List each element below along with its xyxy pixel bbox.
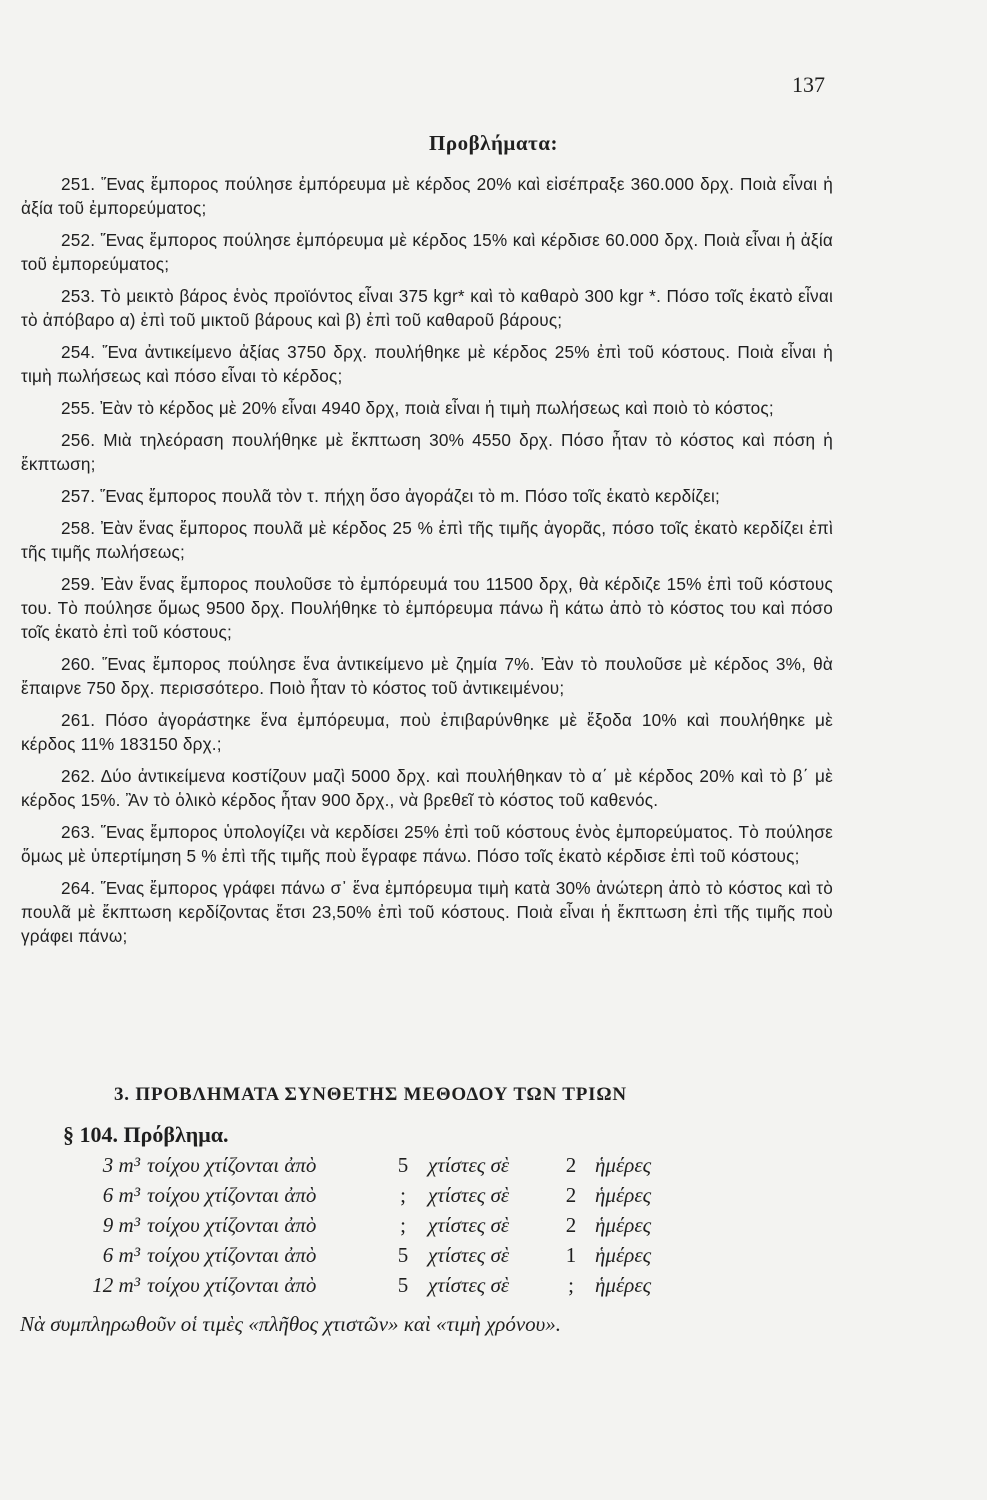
builders-text-cell: χτίστες σὲ [428, 1213, 510, 1237]
builders-text-cell: χτίστες σὲ [428, 1183, 510, 1207]
problem-262: 262. Δύο ἀντικείμενα κοστίζουν μαζὶ 5000 δρχ. καὶ πουλήθηκαν τὸ α΄ μὲ κέρδος 20% καὶ τὸ β΄ μὲ κέρδος 15%. Ἂν τὸ ὁλικὸ κέρδος ἦταν 900 δρχ., νὰ βρεθεῖ τὸ κόστος τοῦ καθενός. [21, 766, 833, 810]
builders-text-cell: χτίστες σὲ [428, 1273, 510, 1297]
wall-text-cell: τοίχου χτίζονται ἀπὸ [147, 1243, 317, 1267]
problem-259: 259. Ἐὰν ἕνας ἔμπορος πουλοῦσε τὸ ἐμπόρευμά του 11500 δρχ, θὰ κέρδιζε 15% ἐπὶ τοῦ κόστους του. Τὸ πούλησε ὅμως 9500 δρχ. Πουλήθηκε τὸ ἐμπόρευμα πάνω ἢ κάτω ἀπὸ τὸ κόστος του καὶ πόσο τοῖς ἑκατὸ ἐπὶ τοῦ κόστους; [21, 574, 833, 642]
section-heading: 3. ΠΡΟΒΛΗΜΑΤΑ ΣΥΝΘΕΤΗΣ ΜΕΘΟΔΟΥ ΤΩΝ ΤΡΙΩΝ [114, 1084, 627, 1105]
builders-text-cell: χτίστες σὲ [428, 1153, 510, 1177]
wall-text-cell: τοίχου χτίζονται ἀπὸ [147, 1213, 317, 1237]
problem-264: 264. Ἕνας ἔμπορος γράφει πάνω σ᾽ ἕνα ἐμπόρευμα τιμὴ κατὰ 30% ἀνώτερη ἀπὸ τὸ κόστος καὶ τὸ πουλᾶ μὲ ἔκπτωση κερδίζοντας ἔτσι 23,50% ἐπὶ τοῦ κόστους. Ποιὰ εἶναι ἡ ἔκπτωση ἐπὶ τῆς τιμῆς ποὺ γράφει πάνω; [21, 878, 833, 946]
days-value-cell: 2 [565, 1153, 577, 1177]
quantity-cell: 6 m³ [102, 1183, 140, 1207]
builders-value-cell: ; [400, 1183, 406, 1207]
problem-252: 252. Ἕνας ἔμπορος πούλησε ἐμπόρευμα μὲ κέρδος 15% καὶ κέρδισε 60.000 δρχ. Ποιὰ εἶναι ἡ ἀξία τοῦ ἐμπορεύματος; [21, 230, 833, 274]
wall-text-cell: τοίχου χτίζονται ἀπὸ [147, 1183, 317, 1207]
instruction-line: Νὰ συμπληρωθοῦν οἱ τιμὲς «πλῆθος χτιστῶν» καὶ «τιμὴ χρόνου». [20, 1312, 562, 1336]
builders-value-cell: 5 [397, 1153, 409, 1177]
problem-263: 263. Ἕνας ἔμπορος ὑπολογίζει νὰ κερδίσει 25% ἐπὶ τοῦ κόστους ἑνὸς ἐμπορεύματος. Τὸ πούλησε ὅμως μὲ ὑπερτίμηση 5 % ἐπὶ τῆς τιμῆς ποὺ ἔγραφε πάνω. Πόσο τοῖς ἑκατὸ κέρδισε ἐπὶ τοῦ κόστους; [21, 822, 833, 866]
problem-256: 256. Μιὰ τηλεόραση πουλήθηκε μὲ ἔκπτωση 30% 4550 δρχ. Πόσο ἦταν τὸ κόστος καὶ πόση ἡ ἔκπτωση; [21, 430, 833, 474]
wall-text-cell: τοίχου χτίζονται ἀπὸ [147, 1273, 317, 1297]
days-text-cell: ἡμέρες [595, 1243, 652, 1267]
quantity-cell: 3 m³ [102, 1153, 140, 1177]
builders-value-cell: 5 [397, 1243, 409, 1267]
table-row [0, 1213, 987, 1243]
problem-255: 255. Ἐὰν τὸ κέρδος μὲ 20% εἶναι 4940 δρχ, ποιὰ εἶναι ἡ τιμὴ πωλήσεως καὶ ποιὸ τὸ κόστος; [61, 398, 774, 418]
days-text-cell: ἡμέρες [595, 1183, 652, 1207]
page-number: 137 [792, 72, 825, 97]
problem-261: 261. Πόσο ἀγοράστηκε ἕνα ἐμπόρευμα, ποὺ ἐπιβαρύνθηκε μὲ ἔξοδα 10% καὶ πουλήθηκε μὲ κέρδος 11% 183150 δρχ.; [21, 710, 833, 754]
problem-260: 260. Ἕνας ἔμπορος πούλησε ἕνα ἀντικείμενο μὲ ζημία 7%. Ἐὰν τὸ πουλοῦσε μὲ κέρδος 3%, θὰ ἔπαιρνε 750 δρχ. περισσότερο. Ποιὸ ἦταν τὸ κόστος τοῦ ἀντικειμένου; [21, 654, 833, 698]
builders-value-cell: ; [400, 1213, 406, 1237]
problem-254: 254. Ἕνα ἀντικείμενο ἀξίας 3750 δρχ. πουλήθηκε μὲ κέρδος 25% ἐπὶ τοῦ κόστους. Ποιὰ εἶναι ἡ τιμὴ πωλήσεως καὶ πόσο εἶναι τὸ κέρδος; [21, 342, 833, 386]
quantity-cell: 9 m³ [102, 1213, 140, 1237]
builders-value-cell: 5 [397, 1273, 409, 1297]
quantity-cell: 6 m³ [102, 1243, 140, 1267]
days-value-cell: ; [568, 1273, 574, 1297]
section-title: Προβλήματα: [429, 131, 558, 155]
days-value-cell: 1 [565, 1243, 577, 1267]
days-value-cell: 2 [565, 1213, 577, 1237]
builders-text-cell: χτίστες σὲ [428, 1243, 510, 1267]
problem-258: 258. Ἐὰν ἕνας ἔμπορος πουλᾶ μὲ κέρδος 25 % ἐπὶ τῆς τιμῆς ἀγορᾶς, πόσο τοῖς ἑκατὸ κερδίζει ἐπὶ τῆς τιμῆς πωλήσεως; [21, 518, 833, 562]
days-text-cell: ἡμέρες [595, 1153, 652, 1177]
days-value-cell: 2 [565, 1183, 577, 1207]
problem-251: 251. Ἕνας ἔμπορος πούλησε ἐμπόρευμα μὲ κέρδος 20% καὶ εἰσέπραξε 360.000 δρχ. Ποιὰ εἶναι ἡ ἀξία τοῦ ἐμπορεύματος; [21, 174, 833, 218]
table-row [0, 1153, 987, 1183]
wall-text-cell: τοίχου χτίζονται ἀπὸ [147, 1153, 317, 1177]
problem-list [21, 172, 833, 956]
table-row [0, 1243, 987, 1273]
days-text-cell: ἡμέρες [595, 1273, 652, 1297]
problem-257: 257. Ἕνας ἔμπορος πουλᾶ τὸν τ. πήχη ὅσο ἀγοράζει τὸ m. Πόσο τοῖς ἑκατὸ κερδίζει; [61, 486, 720, 506]
days-text-cell: ἡμέρες [595, 1213, 652, 1237]
rule-table [0, 1153, 987, 1303]
problem-253: 253. Τὸ μεικτὸ βάρος ἑνὸς προϊόντος εἶναι 375 kgr* καὶ τὸ καθαρὸ 300 kgr *. Πόσο τοῖς ἑκατὸ εἶναι τὸ ἀπόβαρο α) ἐπὶ τοῦ μικτοῦ βάρους καὶ β) ἐπὶ τοῦ καθαροῦ βάρους; [21, 286, 833, 330]
problem-heading: § 104. Πρόβλημα. [63, 1122, 229, 1147]
table-row [0, 1273, 987, 1303]
quantity-cell: 12 m³ [92, 1273, 140, 1297]
table-row [0, 1183, 987, 1213]
